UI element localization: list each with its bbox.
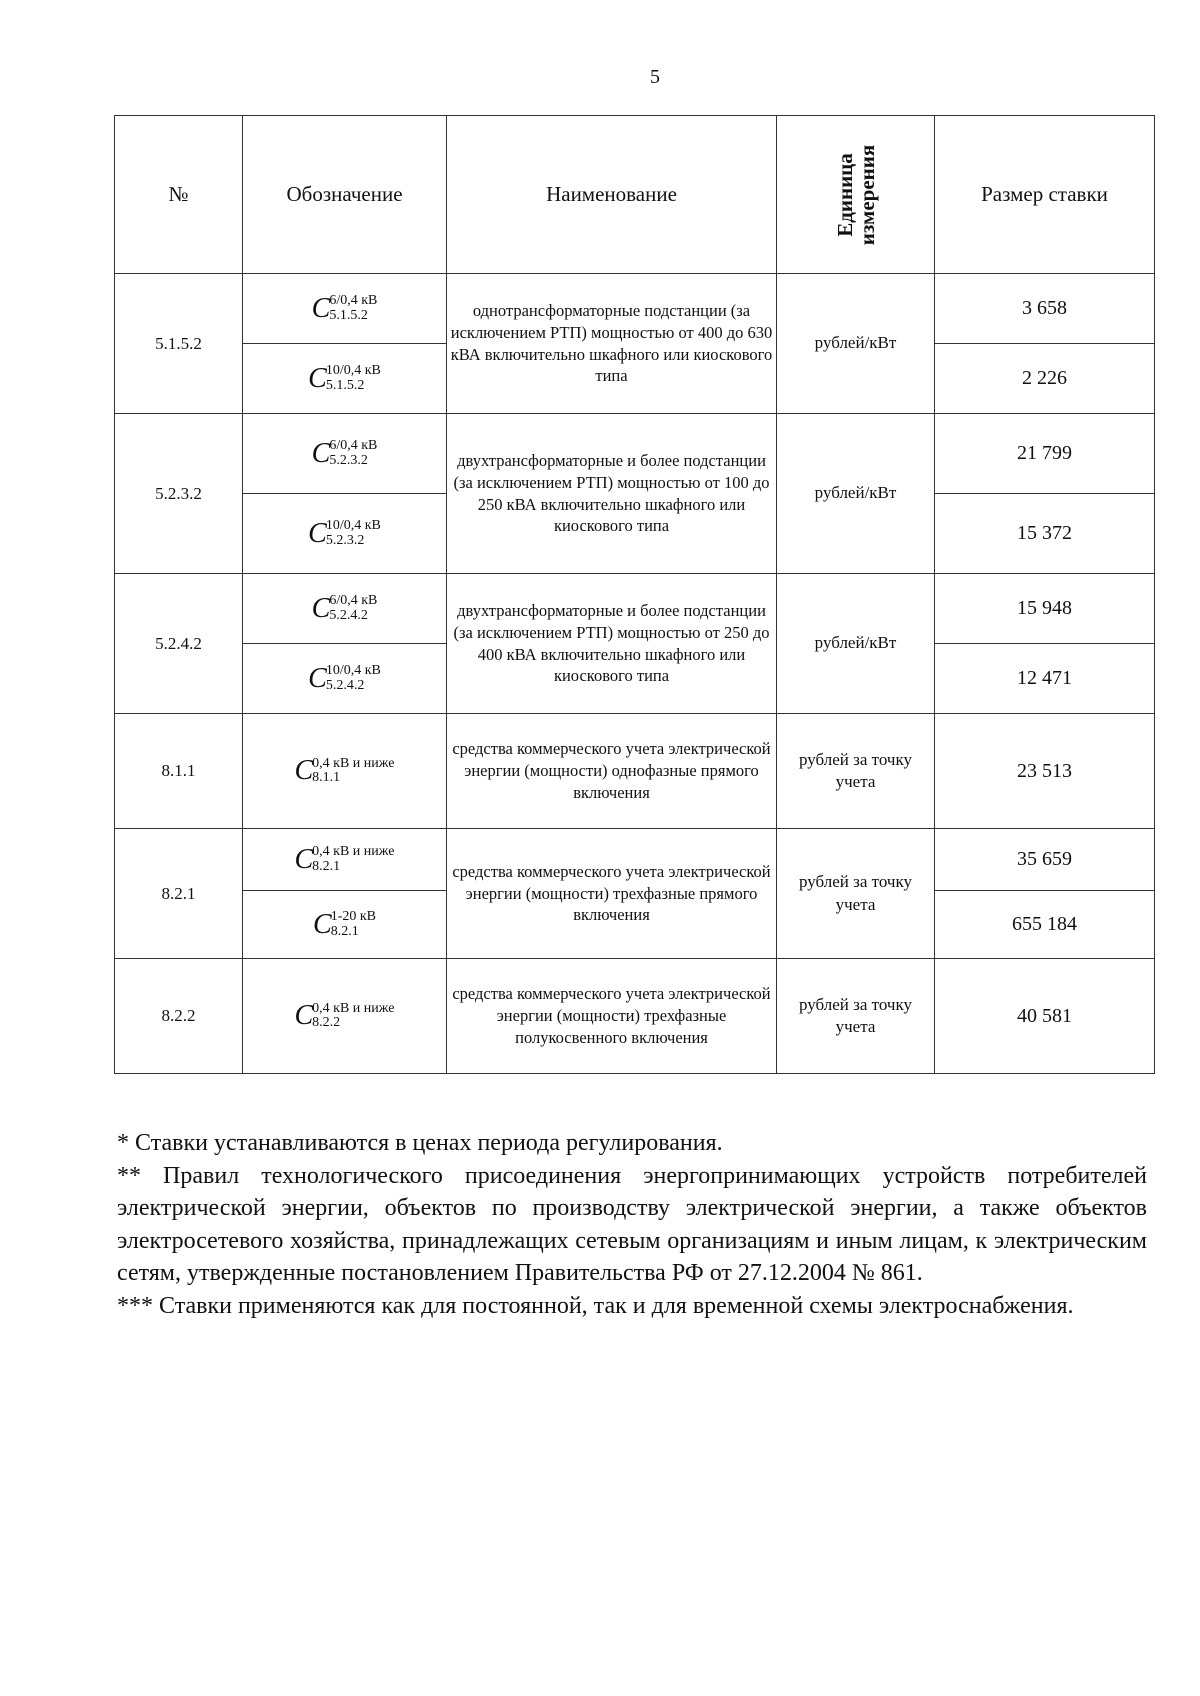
row-number: 5.1.5.2 [115, 274, 243, 414]
designation-voltage: 1-20 кВ [330, 909, 376, 925]
designation-index: 5.2.3.2 [329, 452, 368, 468]
designation-symbol: C [308, 362, 327, 394]
table-row [115, 959, 1155, 1074]
designation-symbol: C [308, 662, 327, 694]
designation-index: 5.1.5.2 [325, 377, 365, 393]
designation-cell [243, 494, 447, 574]
rates-table [114, 115, 1155, 1074]
designation-symbol: C [294, 1000, 314, 1031]
rate-designation [313, 910, 376, 939]
rate-designation [308, 519, 381, 548]
designation-cell [243, 959, 447, 1074]
rate-designation [294, 845, 394, 874]
footnotes [117, 1127, 1147, 1322]
designation-voltage: 6/0,4 кВ [329, 438, 378, 454]
designation-voltage: 10/0,4 кВ [325, 663, 381, 679]
designation-voltage: 6/0,4 кВ [329, 593, 378, 609]
designation-symbol: C [308, 517, 327, 549]
rate-value: 15 948 [935, 574, 1155, 644]
designation-index: 5.2.4.2 [325, 677, 365, 693]
footnote-3: *** Ставки применяются как для постоянной, так и для временной схемы электроснабжения. [117, 1292, 1074, 1319]
rate-value: 40 581 [935, 959, 1155, 1074]
rate-value: 23 513 [935, 714, 1155, 829]
row-number: 5.2.3.2 [115, 414, 243, 574]
header-designation: Обозначение [243, 116, 447, 274]
row-number: 8.2.1 [115, 829, 243, 959]
rates-body [115, 274, 1155, 1074]
designation-voltage: 0,4 кВ и ниже [312, 1000, 395, 1016]
designation-cell [243, 344, 447, 414]
rate-value: 21 799 [935, 414, 1155, 494]
designation-cell [243, 891, 447, 959]
rate-value: 35 659 [935, 829, 1155, 891]
row-name: средства коммерческого учета электрической энергии (мощности) однофазные прямого включения [447, 714, 777, 829]
table-row [115, 829, 1155, 891]
row-unit: рублей за точку учета [777, 959, 935, 1074]
designation-index: 5.1.5.2 [329, 307, 368, 323]
footnote-2: ** Правил технологического присоединения энергопринимающих устройств потребителей электрической энергии, объектов по производству электрической энергии, а также объектов электросетевого хозяйства, принадлежащих сетевым организациям и иным лицам, к электрическим сетям, утвержденные постановлением Правительства РФ от 27.12.2004 № 861. [117, 1162, 1147, 1286]
designation-cell [243, 414, 447, 494]
row-name: однотрансформаторные подстанции (за исключением РТП) мощностью от 400 до 630 кВА включительно шкафного или киоскового типа [447, 274, 777, 414]
designation-index: 8.2.2 [312, 1015, 341, 1030]
header-unit [777, 116, 935, 274]
header-unit-line1: Единица [832, 152, 857, 237]
row-unit: рублей/кВт [777, 414, 935, 574]
header-rate: Размер ставки [935, 116, 1155, 274]
table-header-row [115, 116, 1155, 274]
designation-voltage: 6/0,4 кВ [329, 293, 378, 309]
designation-voltage: 10/0,4 кВ [325, 518, 381, 534]
designation-symbol: C [294, 755, 314, 786]
designation-symbol: C [311, 592, 331, 624]
designation-cell [243, 574, 447, 644]
rate-value: 15 372 [935, 494, 1155, 574]
designation-cell [243, 829, 447, 891]
designation-cell [243, 274, 447, 344]
designation-index: 5.2.4.2 [329, 607, 368, 623]
designation-symbol: C [294, 843, 314, 875]
designation-symbol: C [313, 908, 332, 940]
rate-designation [308, 364, 381, 393]
designation-symbol: C [311, 437, 331, 469]
footnote-1: * Ставки устанавливаются в ценах периода регулирования. [117, 1130, 723, 1156]
rate-designation [294, 757, 394, 786]
table-row [115, 274, 1155, 344]
rate-designation [308, 664, 381, 693]
rate-value: 12 471 [935, 644, 1155, 714]
row-unit: рублей за точку учета [777, 714, 935, 829]
rate-designation [294, 1002, 394, 1031]
designation-index: 8.2.1 [312, 858, 341, 874]
row-unit: рублей за точку учета [777, 829, 935, 959]
row-number: 8.2.2 [115, 959, 243, 1074]
designation-symbol: C [311, 292, 331, 324]
row-name: двухтрансформаторные и более подстанции (за исключением РТП) мощностью от 250 до 400 кВА включительно шкафного или киоскового типа [447, 574, 777, 714]
table-row [115, 574, 1155, 644]
rate-designation [312, 294, 378, 323]
table-row [115, 414, 1155, 494]
rate-value: 655 184 [935, 891, 1155, 959]
designation-voltage: 0,4 кВ и ниже [312, 755, 395, 771]
designation-index: 8.2.1 [330, 923, 359, 939]
row-name: средства коммерческого учета электрической энергии (мощности) трехфазные прямого включения [447, 829, 777, 959]
rate-designation [312, 594, 378, 623]
row-name: средства коммерческого учета электрической энергии (мощности) трехфазные полукосвенного включения [447, 959, 777, 1074]
designation-cell [243, 644, 447, 714]
header-name: Наименование [447, 116, 777, 274]
row-number: 8.1.1 [115, 714, 243, 829]
designation-cell [243, 714, 447, 829]
row-unit: рублей/кВт [777, 274, 935, 414]
designation-voltage: 0,4 кВ и ниже [312, 844, 395, 860]
designation-index: 8.1.1 [312, 770, 341, 785]
designation-voltage: 10/0,4 кВ [325, 363, 381, 379]
header-unit-line2: измерения [854, 144, 879, 245]
row-name: двухтрансформаторные и более подстанции (за исключением РТП) мощностью от 100 до 250 кВА включительно шкафного или киоскового типа [447, 414, 777, 574]
table-row [115, 714, 1155, 829]
page-number: 5 [650, 66, 660, 88]
rate-value: 3 658 [935, 274, 1155, 344]
designation-index: 5.2.3.2 [325, 532, 365, 548]
row-unit: рублей/кВт [777, 574, 935, 714]
row-number: 5.2.4.2 [115, 574, 243, 714]
header-number: № [115, 116, 243, 274]
rate-value: 2 226 [935, 344, 1155, 414]
rate-designation [312, 439, 378, 468]
